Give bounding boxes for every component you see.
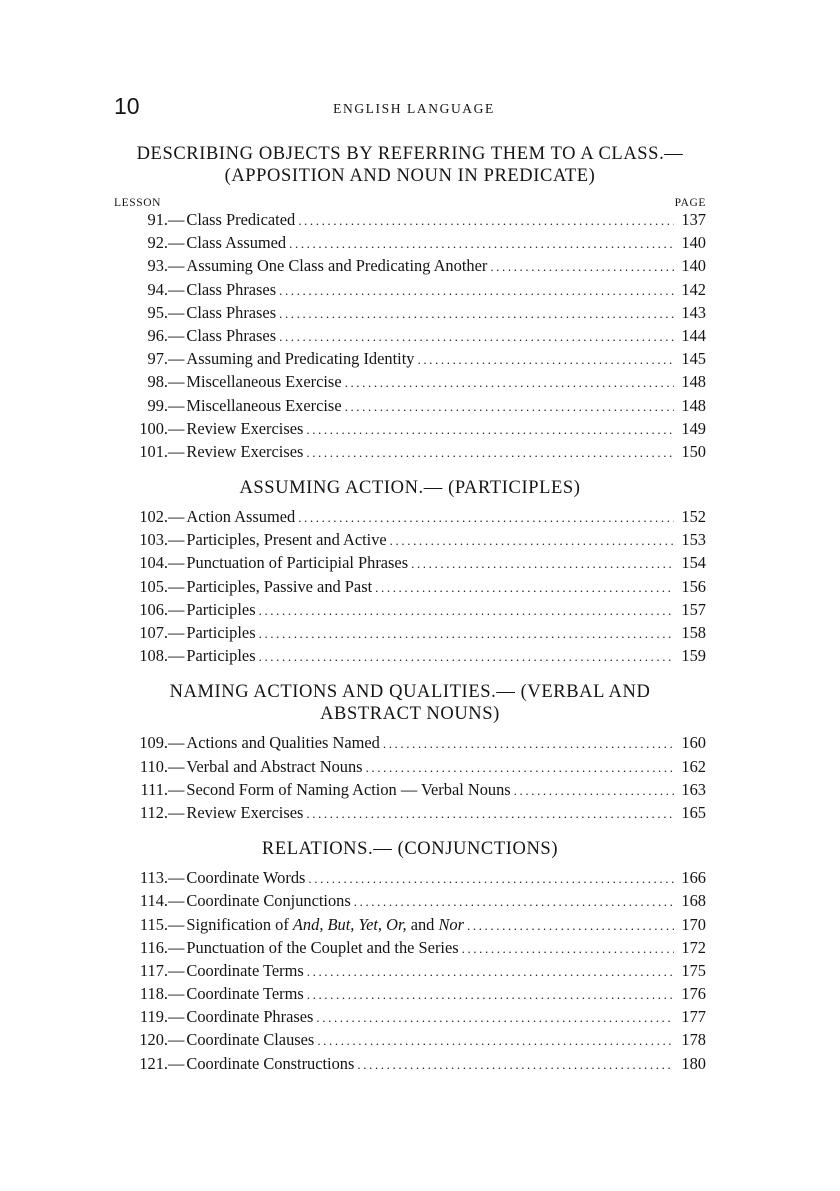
page-reference: 154 [681,553,706,573]
em-dash-separator: — [168,599,185,619]
em-dash-separator: — [168,623,185,642]
lesson-title: Coordinate Constructions [186,1053,355,1073]
lesson-number: 95. [147,302,168,322]
page-reference: 157 [681,599,706,619]
lesson-title: Participles [186,623,256,642]
lesson-number: 104. [139,553,168,573]
section-heading [114,477,706,499]
lesson-number: 102. [139,507,168,527]
page-reference: 176 [681,984,706,1004]
lesson-column-header: LESSON [114,197,162,209]
page-reference: 160 [681,733,706,753]
em-dash-separator: — [168,233,185,253]
lesson-number: 105. [139,576,168,596]
lesson-title: Coordinate Conjunctions [186,891,351,911]
dot-leader [316,1010,674,1026]
lesson-title: Punctuation of the Couplet and the Series [186,937,459,957]
section-heading-line: ASSUMING ACTION.— (PARTICIPLES) [239,478,581,499]
toc-entry [114,326,706,349]
lesson-title: Review Exercises [186,441,304,461]
lesson-number: 115. [139,914,168,934]
lesson-number: 117. [139,960,168,980]
toc-entry [114,233,706,256]
toc-entry [114,507,706,530]
lesson-number: 96. [147,325,168,345]
lesson-number: 98. [147,372,168,392]
toc-entry [114,915,706,938]
section-entries [114,210,706,465]
section-heading [114,681,706,725]
em-dash-separator: — [168,646,185,666]
lesson-number: 119. [139,1007,168,1027]
lesson-number: 99. [147,395,168,415]
dot-leader [307,987,674,1003]
table-of-contents [114,143,706,1077]
page-reference: 168 [681,891,706,911]
toc-entry [114,803,706,826]
dot-leader [390,533,674,549]
lesson-title: Participles, Present and Active [186,530,387,550]
page-reference: 140 [681,233,706,253]
page-reference: 149 [681,418,706,438]
em-dash-separator: — [168,325,185,345]
dot-leader [383,736,674,752]
toc-entry [114,1007,706,1030]
page-reference: 148 [681,395,706,415]
running-head [114,93,714,123]
toc-entry [114,757,706,780]
dot-leader [514,783,674,799]
lesson-number: 108. [139,646,168,666]
dot-leader [462,941,674,957]
section-heading [114,838,706,860]
lesson-number: 121. [139,1053,168,1073]
em-dash-separator: — [168,441,185,461]
lesson-title: Participles [186,646,256,666]
em-dash-separator: — [168,984,185,1004]
lesson-title: Coordinate Terms [186,984,304,1004]
page-reference: 162 [681,756,706,776]
toc-entry [114,577,706,600]
dot-leader [306,422,674,438]
toc-entry [114,442,706,465]
toc-entry [114,419,706,442]
em-dash-separator: — [168,937,185,957]
lesson-title: Assuming and Predicating Identity [186,349,415,369]
dot-leader [467,918,674,934]
lesson-title: Coordinate Phrases [186,1007,314,1027]
page-reference: 145 [681,349,706,369]
dot-leader [375,580,674,596]
lesson-number: 93. [147,256,168,276]
section-heading [114,143,706,187]
dot-leader [279,306,674,322]
page-reference: 177 [681,1007,706,1027]
page-reference: 166 [681,868,706,888]
em-dash-separator: — [168,1053,185,1073]
dot-leader [354,894,674,910]
dot-leader [259,649,674,665]
dot-leader [345,399,674,415]
page-reference: 156 [681,576,706,596]
page-reference: 165 [681,802,706,822]
page-reference: 172 [681,937,706,957]
em-dash-separator: — [168,210,185,229]
lesson-title: Class Phrases [186,325,277,345]
dot-leader [279,329,674,345]
page-reference: 163 [681,779,706,799]
page-reference: 144 [681,325,706,345]
em-dash-separator: — [168,891,185,911]
lesson-number: 113. [139,868,168,888]
lesson-title: Class Phrases [186,279,277,299]
lesson-number: 112. [139,802,168,822]
em-dash-separator: — [168,733,185,753]
em-dash-separator: — [168,279,185,299]
section-heading-line: NAMING ACTIONS AND QUALITIES.— (VERBAL AND [169,682,651,703]
title-text: and [406,914,439,934]
dot-leader [366,760,674,776]
dot-leader [306,445,674,461]
em-dash-separator: — [168,395,185,415]
dot-leader [345,375,674,391]
em-dash-separator: — [168,372,185,392]
toc-entry [114,780,706,803]
lesson-title: Assuming One Class and Predicating Another [186,256,488,276]
section-heading-line: DESCRIBING OBJECTS BY REFERRING THEM TO A CLASS.— [136,144,684,164]
lesson-number: 100. [139,418,168,438]
dot-leader [298,510,674,526]
em-dash-separator: — [168,553,185,573]
page-reference: 140 [681,256,706,276]
page-reference: 170 [681,914,706,934]
lesson-title: Actions and Qualities Named [186,733,380,753]
em-dash-separator: — [168,302,185,322]
lesson-title: Miscellaneous Exercise [186,395,342,415]
toc-entry [114,303,706,326]
page-reference: 143 [681,302,706,322]
section-entries [114,868,706,1077]
lesson-title: Punctuation of Participial Phrases [186,553,409,573]
toc-entry [114,961,706,984]
dot-leader [357,1057,674,1073]
page-reference: 153 [681,530,706,550]
page-reference: 175 [681,960,706,980]
lesson-number: 109. [139,733,168,753]
lesson-number: 107. [139,623,168,642]
section-heading-line: ABSTRACT NOUNS) [320,704,500,725]
dot-leader [298,213,674,229]
page-column-header: PAGE [674,197,706,209]
page-number: 10 [114,93,140,119]
lesson-number: 103. [139,530,168,550]
dot-leader [317,1033,674,1049]
lesson-number: 91. [147,210,168,229]
page-reference: 152 [681,507,706,527]
page-reference: 180 [681,1053,706,1073]
toc-entry [114,210,706,233]
lesson-number: 92. [147,233,168,253]
lesson-title: Review Exercises [186,802,304,822]
toc-entry [114,372,706,395]
page-reference: 159 [681,646,706,666]
page-reference: 150 [681,441,706,461]
lesson-title: Coordinate Terms [186,960,304,980]
lesson-title: Class Predicated [186,210,296,229]
lesson-number: 97. [147,349,168,369]
lesson-number: 116. [139,937,168,957]
page-reference: 142 [681,279,706,299]
em-dash-separator: — [168,802,185,822]
page-reference: 158 [681,623,706,642]
lesson-number: 114. [139,891,168,911]
dot-leader [306,806,674,822]
em-dash-separator: — [168,418,185,438]
lesson-title: Action Assumed [186,507,296,527]
em-dash-separator: — [168,256,185,276]
lesson-number: 120. [139,1030,168,1050]
em-dash-separator: — [168,1007,185,1027]
em-dash-separator: — [168,576,185,596]
lesson-number: 106. [139,599,168,619]
toc-entry [114,530,706,553]
toc-entry [114,280,706,303]
toc-entry [114,868,706,891]
dot-leader [411,556,674,572]
lesson-title: Review Exercises [186,418,304,438]
em-dash-separator: — [168,960,185,980]
toc-entry [114,733,706,756]
toc-entry [114,256,706,279]
toc-entry [114,396,706,419]
section-heading-line: RELATIONS.— (CONJUNCTIONS) [261,839,559,860]
lesson-title: Class Assumed [186,233,287,253]
lesson-title: Participles [186,599,256,619]
column-headers [114,197,706,209]
toc-entry [114,1030,706,1053]
dot-leader [259,603,674,619]
em-dash-separator: — [168,756,185,776]
lesson-title: Coordinate Clauses [186,1030,315,1050]
toc-entry [114,623,706,646]
lesson-title: Class Phrases [186,302,277,322]
italic-term: Nor [438,914,464,934]
lesson-title [186,915,464,935]
lesson-number: 94. [147,279,168,299]
section-entries [114,507,706,669]
toc-entry [114,891,706,914]
title-text: Signification of [186,914,293,934]
toc-entry [114,938,706,961]
lesson-title: Verbal and Abstract Nouns [186,756,363,776]
lesson-number: 110. [139,756,168,776]
em-dash-separator: — [168,779,185,799]
toc-entry [114,600,706,623]
page-reference: 178 [681,1030,706,1050]
em-dash-separator: — [168,914,185,934]
em-dash-separator: — [168,1030,185,1050]
toc-entry [114,646,706,669]
dot-leader [289,236,674,252]
em-dash-separator: — [168,530,185,550]
lesson-title: Miscellaneous Exercise [186,372,342,392]
page-reference: 148 [681,372,706,392]
section-heading-line: (APPOSITION AND NOUN IN PREDICATE) [224,166,596,186]
em-dash-separator: — [168,507,185,527]
toc-entry [114,349,706,372]
lesson-number: 101. [139,441,168,461]
lesson-number: 111. [140,779,168,799]
lesson-title: Coordinate Words [186,868,306,888]
lesson-title: Participles, Passive and Past [186,576,373,596]
dot-leader [417,352,674,368]
lesson-title: Second Form of Naming Action — Verbal Nouns [186,779,511,799]
toc-entry [114,1054,706,1077]
toc-entry [114,984,706,1007]
em-dash-separator: — [168,349,185,369]
dot-leader [308,871,674,887]
dot-leader [259,626,674,642]
dot-leader [307,964,674,980]
italic-term: And, But, Yet, Or, [292,914,407,934]
em-dash-separator: — [168,868,185,888]
section-entries [114,733,706,826]
dot-leader [490,259,674,275]
page-reference: 137 [681,210,706,229]
running-title: ENGLISH LANGUAGE [333,101,495,116]
toc-entry [114,553,706,576]
dot-leader [279,283,674,299]
lesson-number: 118. [139,984,168,1004]
